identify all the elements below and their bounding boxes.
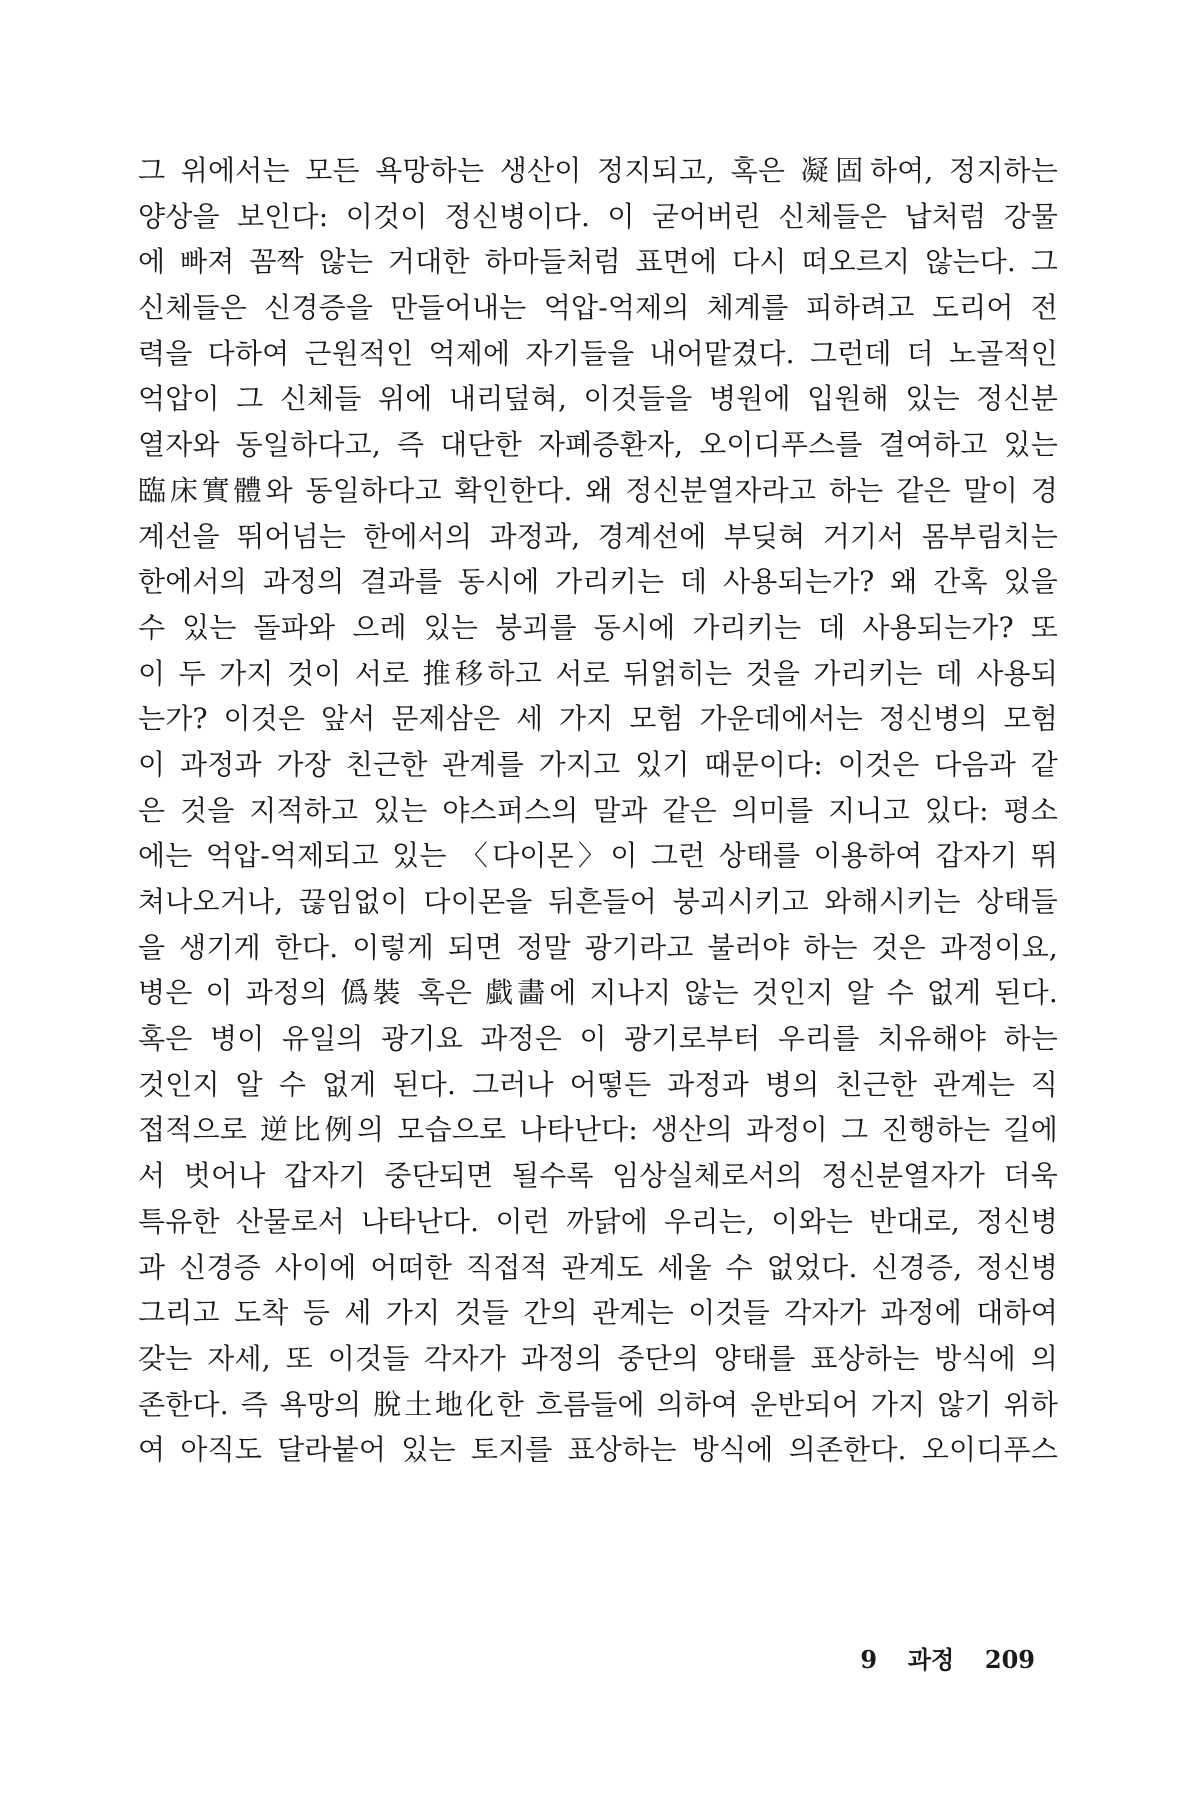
text-line: 억압이 그 신체들 위에 내리덮혀, 이것들을 병원에 입원해 있는 정신분 [138,382,1058,416]
text-line: 양상을 보인다: 이것이 정신병이다. 이 굳어버린 신체들은 납처럼 강물 [138,199,1058,233]
page-number: 209 [984,1645,1035,1674]
text-line: 과 신경증 사이에 어떠한 직접적 관계도 세울 수 없었다. 신경증, 정신병 [138,1250,1058,1284]
text-line: 한에서의 과정의 결과를 동시에 가리키는 데 사용되는가? 왜 간혹 있을 [138,565,1058,599]
text-line: 은 것을 지적하고 있는 야스퍼스의 말과 같은 의미를 지니고 있다: 평소 [138,793,1058,827]
running-footer [860,1640,1035,1675]
text-line: 이 과정과 가장 친근한 관계를 가지고 있기 때문이다: 이것은 다음과 같 [138,747,1058,781]
text-line: 혹은 병이 유일의 광기요 과정은 이 광기로부터 우리를 치유해야 하는 [138,1022,1058,1056]
text-line: 에는 억압-억제되고 있는 〈다이몬〉이 그런 상태를 이용하여 갑자기 뛰 [138,839,1058,873]
text-line: 접적으로 逆比例의 모습으로 나타난다: 생산의 과정이 그 진행하는 길에 [138,1113,1058,1147]
text-line: 열자와 동일하다고, 즉 대단한 자폐증환자, 오이디푸스를 결여하고 있는 [138,428,1058,462]
text-line: 그 위에서는 모든 욕망하는 생산이 정지되고, 혹은 凝固하여, 정지하는 [138,154,1058,187]
text-line: 는가? 이것은 앞서 문제삼은 세 가지 모험 가운데에서는 정신병의 모험 [138,702,1058,736]
text-line: 력을 다하여 근원적인 억제에 자기들을 내어맡겼다. 그런데 더 노골적인 [138,336,1058,370]
text-line: 이 두 가지 것이 서로 推移하고 서로 뒤얽히는 것을 가리키는 데 사용되 [138,656,1058,690]
text-line: 계선을 뛰어넘는 한에서의 과정과, 경계선에 부딪혀 거기서 몸부림치는 [138,519,1058,553]
chapter-number: 9 [860,1645,878,1674]
text-line: 쳐나오거나, 끊임없이 다이몬을 뒤흔들어 붕괴시키고 와해시키는 상태들 [138,885,1058,918]
text-line: 臨床實體와 동일하다고 확인한다. 왜 정신분열자라고 하는 같은 말이 경 [138,473,1058,507]
text-line: 병은 이 과정의 僞裝 혹은 戱畵에 지나지 않는 것인지 알 수 없게 된다. [138,976,1058,1010]
text-line: 신체들은 신경증을 만들어내는 억압-억제의 체계를 피하려고 도리어 전 [138,291,1058,325]
text-line: 존한다. 즉 욕망의 脫土地化한 흐름들에 의하여 운반되어 가지 않기 위하 [138,1387,1058,1421]
text-line: 을 생기게 한다. 이렇게 되면 정말 광기라고 불러야 하는 것은 과정이요, [138,930,1058,964]
chapter-title: 과정 [907,1645,955,1674]
text-line: 서 벗어나 갑자기 중단되면 될수록 임상실체로서의 정신분열자가 더욱 [138,1159,1058,1193]
text-line: 갖는 자세, 또 이것들 각자가 과정의 중단의 양태를 표상하는 방식에 의 [138,1341,1058,1375]
text-line: 것인지 알 수 없게 된다. 그러나 어떻든 과정과 병의 친근한 관계는 직 [138,1067,1058,1101]
text-line: 그리고 도착 등 세 가지 것들 간의 관계는 이것들 각자가 과정에 대하여 [138,1296,1058,1330]
text-line: 특유한 산물로서 나타난다. 이런 까닭에 우리는, 이와는 반대로, 정신병 [138,1204,1058,1238]
text-line: 여 아직도 달라붙어 있는 토지를 표상하는 방식에 의존한다. 오이디푸스 [138,1433,1058,1467]
text-line: 수 있는 돌파와 으레 있는 붕괴를 동시에 가리키는 데 사용되는가? 또 [138,610,1058,644]
text-line: 에 빠져 꼼짝 않는 거대한 하마들처럼 표면에 다시 떠오르지 않는다. 그 [138,245,1058,279]
body-text [138,148,1058,1473]
